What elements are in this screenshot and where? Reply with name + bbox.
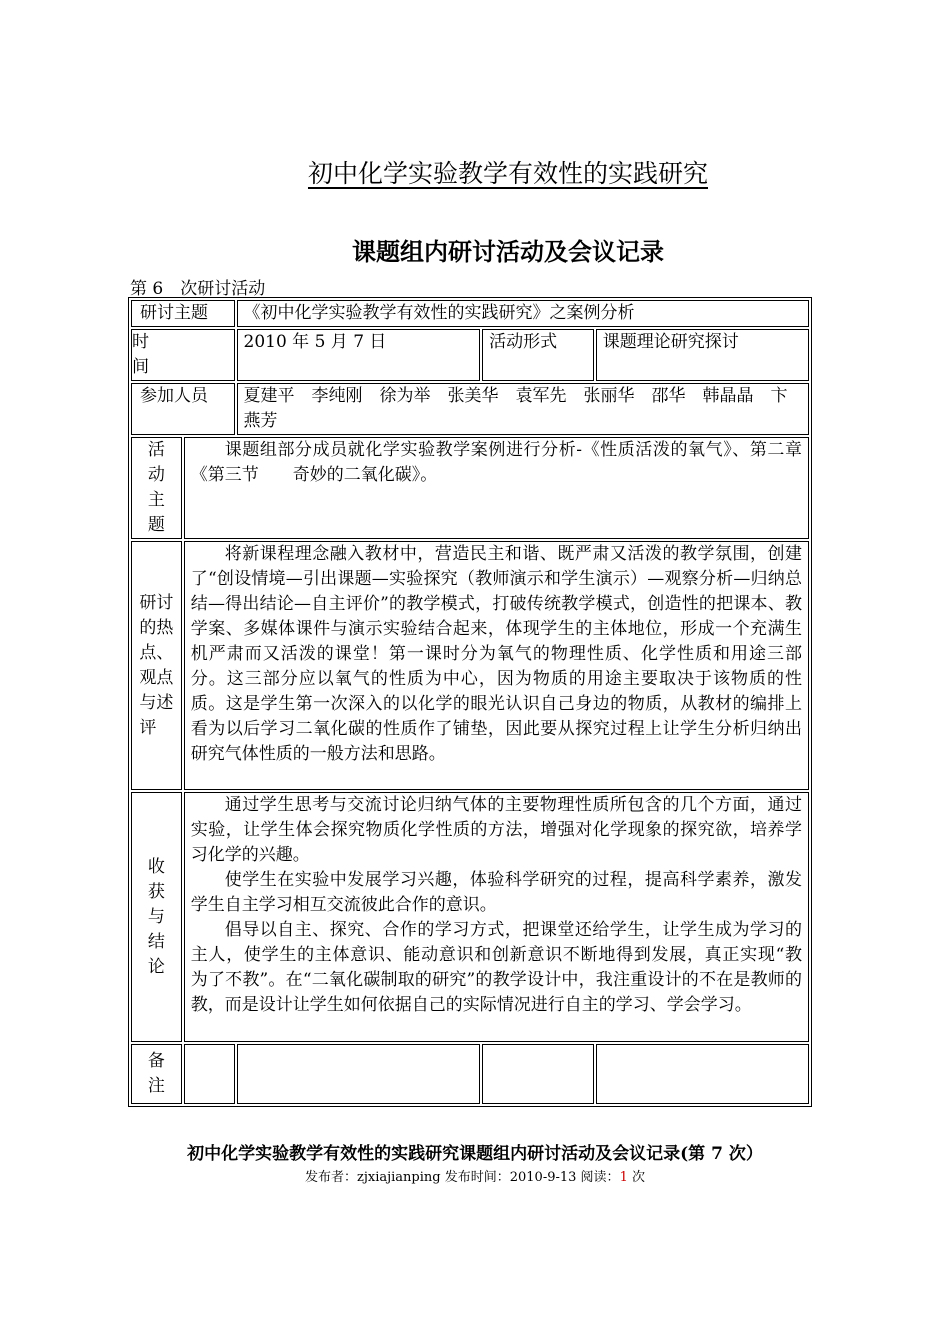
result-row	[131, 792, 809, 1042]
hotspot-row	[131, 541, 809, 790]
hotspot-text: 将新课程理念融入教材中，营造民主和谐、既严肃又活泼的教学氛围，创建了“创设情境—引出课题—实验探究（教师演示和学生演示）—观察分析—归纳总结—得出结论—自主评价”的教学模式，打破传统教学模式，创造性的把课本、教学案、多媒体课件与演示实验结合起来，体现学生的主体地位，形成一个充满生机严肃而又活泼的课堂！第一课时分为氧气的物理性质、化学性质和用途三部分。这三部分应以氧气的性质为中心，因为物质的用途主要取决于该物质的性质。这是学生第一次深入的以化学的眼光认识自己身边的物质，从教材的编排上看为以后学习二氧化碳的性质作了铺垫，因此要从探究过程上让学生分析归纳出研究气体性质的一般方法和思路。	[184, 541, 809, 790]
result-text	[184, 792, 819, 1042]
participants-value: 夏建平 李纯刚 徐为举 张美华 袁军先 张丽华 邵华 韩晶晶 卞燕芳	[237, 383, 810, 435]
topic-row	[131, 300, 809, 327]
read-count: 1	[619, 1170, 628, 1185]
session-number: 第 6 次研讨活动	[130, 279, 266, 299]
note-cell	[596, 1044, 809, 1104]
theme-text: 课题组部分成员就化学实验教学案例进行分析-《性质活泼的氧气》、第二章《第三节 奇妙的二氧化碳》。	[184, 437, 809, 539]
note-row	[131, 1044, 809, 1104]
result-paragraph: 倡导以自主、探究、合作的学习方式，把课堂还给学生，让学生成为学习的主人，使学生的主体意识、能动意识和创新意识不断地得到发展，真正实现“教 为了不教”。在“二氧化碳制取的研究”的教学设计中，我注重设计的不在是教师的教，而是设计让学生如何依据自己的实际情况进行自主的学习、学会学习。	[190, 920, 819, 1015]
topic-value: 《初中化学实验教学有效性的实践研究》之案例分析	[237, 300, 810, 327]
note-label: 备注	[131, 1044, 182, 1104]
result-label: 收获与结论	[131, 792, 182, 1042]
document-title: 初中化学实验教学有效性的实践研究	[307, 159, 708, 188]
note-cell	[184, 1044, 235, 1104]
note-cell	[482, 1044, 594, 1104]
note-cell	[237, 1044, 481, 1104]
participants-row	[131, 383, 809, 435]
time-value: 2010 年 5 月 7 日	[237, 329, 481, 381]
time-label: 时间	[131, 329, 235, 381]
read-suffix: 次	[627, 1170, 645, 1185]
theme-label: 活动主题	[131, 437, 182, 539]
hotspot-label: 研讨的热点、观点与述评	[131, 541, 182, 790]
participants-label: 参加人员	[131, 383, 235, 435]
next-record-link[interactable]: 初中化学实验教学有效性的实践研究课题组内研讨活动及会议记录(第 7 次）	[187, 1144, 763, 1164]
record-subtitle: 课题组内研讨活动及会议记录	[352, 237, 664, 266]
result-paragraph: 使学生在实验中发展学习兴趣，体验科学研究的过程，提高科学素养，激发学生自主学习相互交流彼此合作的意识。	[190, 870, 802, 915]
activity-form-value: 课题理论研究探讨	[596, 329, 809, 381]
theme-row	[131, 437, 809, 539]
activity-form-label: 活动形式	[482, 329, 594, 381]
publisher-info: 发布者：zjxiajianping 发布时间：2010-9-13 阅读：	[305, 1170, 620, 1185]
publish-meta	[0, 1166, 950, 1185]
time-row	[131, 329, 809, 381]
meeting-record-table	[128, 297, 819, 1107]
result-paragraph: 通过学生思考与交流讨论归纳气体的主要物理性质所包含的几个方面，通过实验，让学生体会探究物质化学性质的方法，增强对化学现象的探究欲，培养学习化学的兴趣。	[190, 795, 802, 865]
topic-label: 研讨主题	[131, 300, 235, 327]
